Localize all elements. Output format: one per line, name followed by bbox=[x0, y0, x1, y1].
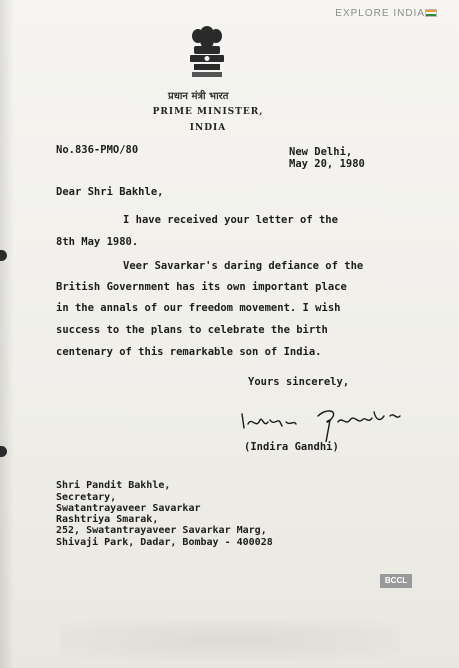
address-line: Shri Pandit Bakhle, bbox=[56, 480, 171, 491]
faded-print bbox=[60, 620, 400, 660]
address-line: 252, Swatantrayaveer Savarkar Marg, bbox=[56, 525, 267, 536]
national-emblem-icon bbox=[186, 24, 228, 82]
office-title-line: INDIA bbox=[189, 123, 227, 133]
address-line: Swatantrayaveer Savarkar bbox=[56, 503, 201, 514]
bccl-stamp: BCCL bbox=[380, 574, 412, 588]
paragraph-line: I have received your letter of the bbox=[123, 214, 338, 226]
office-title-line: PRIME MINISTER, bbox=[152, 107, 264, 117]
handwritten-signature bbox=[234, 402, 424, 442]
letter-date: May 20, 1980 bbox=[289, 158, 365, 170]
paragraph-line: centenary of this remarkable son of India. bbox=[56, 346, 322, 358]
paragraph-line: 8th May 1980. bbox=[56, 236, 139, 248]
letterhead-hindi: प्रधान मंत्री भारत bbox=[168, 91, 229, 102]
closing: Yours sincerely, bbox=[248, 376, 350, 388]
salutation: Dear Shri Bakhle, bbox=[56, 186, 164, 198]
address-line: Rashtriya Smarak, bbox=[56, 514, 159, 525]
page-edge-shadow bbox=[0, 0, 14, 668]
address-line: Secretary, bbox=[56, 492, 117, 503]
letter-place: New Delhi, bbox=[289, 146, 353, 158]
paragraph-line: Veer Savarkar's daring defiance of the bbox=[123, 260, 364, 272]
explore-india-watermark: EXPLORE INDIA bbox=[335, 8, 425, 19]
signatory-name: (Indira Gandhi) bbox=[244, 441, 339, 453]
address-line: Shivaji Park, Dadar, Bombay - 400028 bbox=[56, 537, 273, 548]
paragraph-line: British Government has its own important place bbox=[56, 281, 347, 293]
reference-number: No.836-PMO/80 bbox=[56, 144, 139, 156]
paragraph-line: success to the plans to celebrate the birth bbox=[56, 324, 328, 336]
india-flag-icon bbox=[425, 9, 437, 17]
paragraph-line: in the annals of our freedom movement. I wish bbox=[56, 302, 341, 314]
letterhead-title bbox=[148, 104, 268, 136]
